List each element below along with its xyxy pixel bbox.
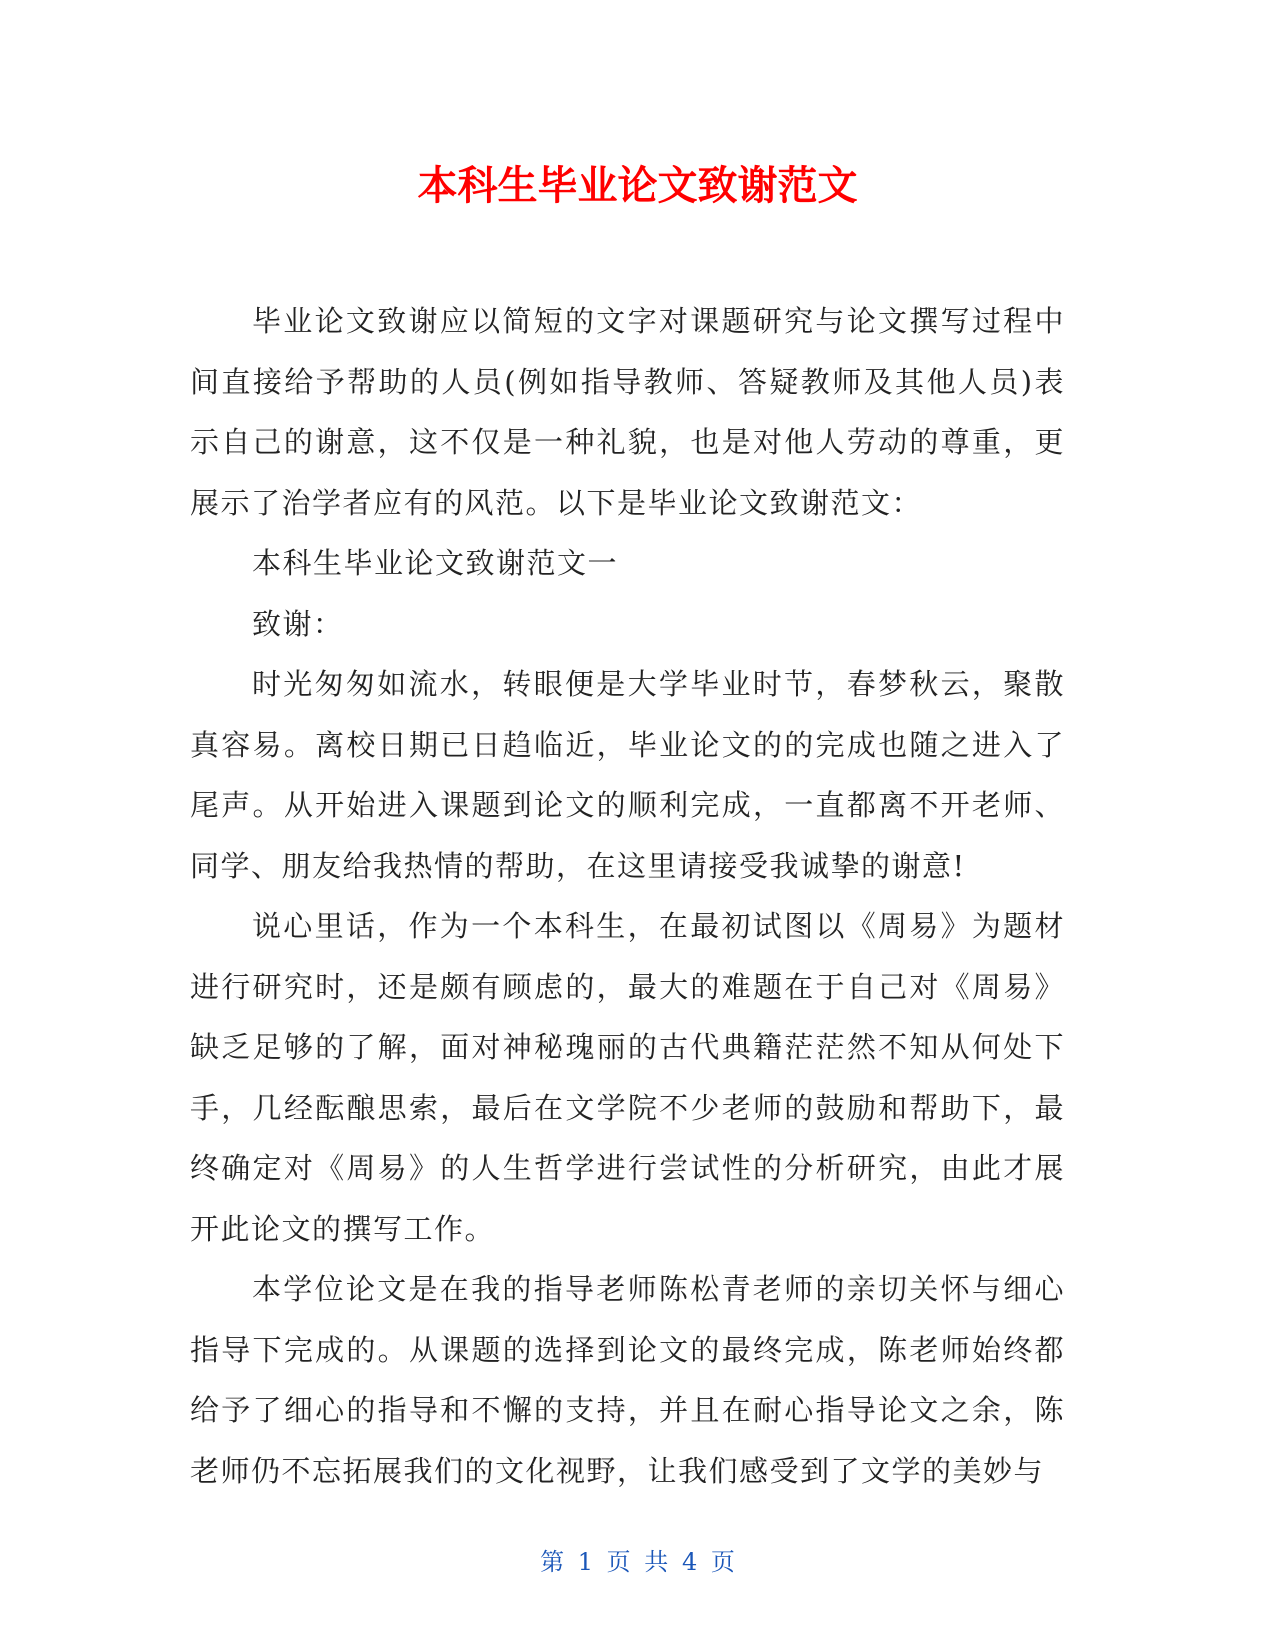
section-heading: 本科生毕业论文致谢范文一 xyxy=(252,546,619,580)
body-paragraph: 说心里话，作为一个本科生，在最初试图以《周易》为题材进行研究时，还是颇有顾虑的，最大的难题在于自己对《周易》缺乏足够的了解，面对神秘瑰丽的古代典籍茫茫然不知从何处下手，几经酝酿思索，最后在文学院不少老师的鼓励和帮助下，最终确定对《周易》的人生哲学进行尝试性的分析研究，由此才展开此论文的撰写工作。 xyxy=(190,909,1065,1246)
body-paragraph: 时光匆匆如流水，转眼便是大学毕业时节，春梦秋云，聚散真容易。离校日期已日趋临近，毕业论文的的完成也随之进入了尾声。从开始进入课题到论文的顺利完成，一直都离不开老师、同学、朋友给我热情的帮助，在这里请接受我诚挚的谢意! xyxy=(190,667,1065,883)
page-number-footer: 第 1 页 共 4 页 xyxy=(540,1548,735,1576)
body-paragraph: 本学位论文是在我的指导老师陈松青老师的亲切关怀与细心指导下完成的。从课题的选择到论文的最终完成，陈老师始终都给予了细心的指导和不懈的支持，并且在耐心指导论文之余，陈老师仍不忘拓展我们的文化视野，让我们感受到了文学的美妙与 xyxy=(190,1272,1065,1488)
document-body xyxy=(190,291,1065,1501)
document-title: 本科生毕业论文致谢范文 xyxy=(417,163,858,209)
acknowledgement-label: 致谢： xyxy=(252,606,344,641)
intro-paragraph: 毕业论文致谢应以简短的文字对课题研究与论文撰写过程中间直接给予帮助的人员(例如指导教师、答疑教师及其他人员)表示自己的谢意，这不仅是一种礼貌，也是对他人劳动的尊重，更展示了治学者应有的风范。以下是毕业论文致谢范文： xyxy=(190,304,1065,520)
